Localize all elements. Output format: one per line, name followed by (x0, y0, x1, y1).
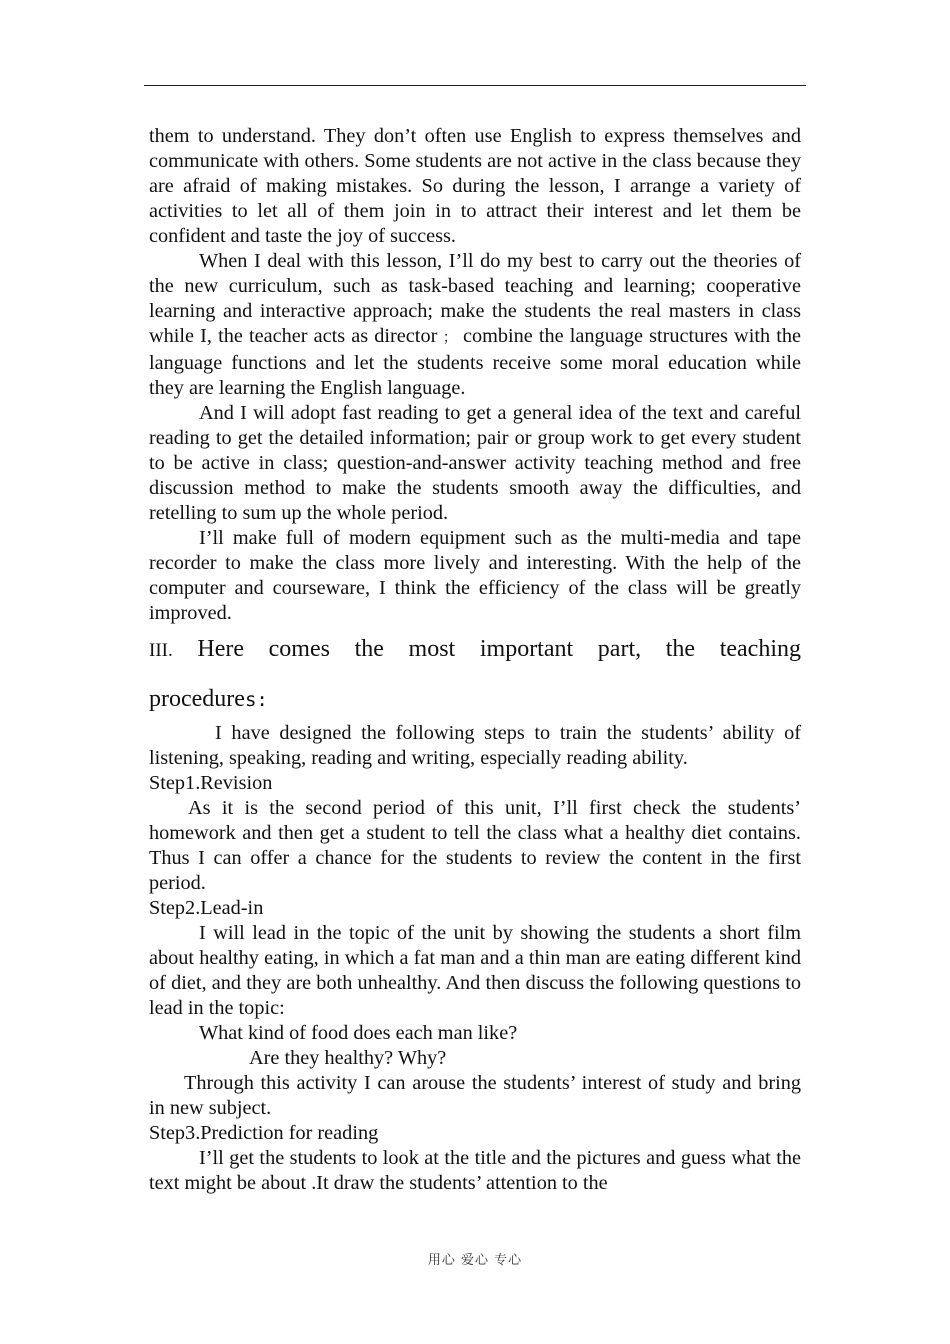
step2-title: Step2.Lead-in (149, 897, 264, 919)
paragraph-reading-methods: And I will adopt fast reading to get a general idea of the text and careful reading to get the detailed information; pair or group work to get every student to be active in class; question-and-answer activity teaching method and free discussion method to make the students smooth away the difficulties, and retelling to sum up the whole period. (149, 402, 801, 524)
paragraph-intro: I have designed the following steps to train the students’ ability of listening, speaking, reading and writing, especially reading ability. (149, 722, 801, 769)
section-heading-line1: Here comes the most important part, the teaching (197, 636, 801, 662)
document-body (149, 124, 801, 1196)
step1-text: As it is the second period of this unit, I’ll first check the students’ homework and then get a student to tell the class what a healthy diet contains. Thus I can offer a chance for the students to review the content in the first period. (149, 797, 801, 894)
section-heading (149, 626, 801, 663)
paragraph-teaching-theories (149, 249, 801, 401)
step2-after: Through this activity I can arouse the students’ interest of study and bring in new subject. (149, 1072, 801, 1119)
section-heading-tail: s: (244, 689, 268, 711)
section-heading-line2 (149, 663, 801, 721)
page-footer: 用心 爱心 专心 (427, 1253, 523, 1268)
step1-title: Step1.Revision (149, 772, 273, 794)
header-rule (144, 85, 806, 86)
step2-text: I will lead in the topic of the unit by showing the students a short film about healthy eating, in which a fat man and a thin man are eating different kind of diet, and they are both unhealthy. And then discuss the following questions to lead in the topic: (149, 922, 801, 1019)
fullwidth-semicolon: ； (437, 330, 457, 346)
paragraph-teaching-theories-part2: combine the language structures with the language functions and let the students receive some moral education while they are learning the English language. (149, 325, 801, 399)
section-heading-word: procedure (149, 686, 245, 712)
step3-text: I’ll get the students to look at the title and the pictures and guess what the text might be about .It draw the students’ attention to the (149, 1147, 801, 1194)
paragraph-continuation: them to understand. They don’t often use English to express themselves and communicate with others. Some students are not active in the class because they are afraid of making mistakes. So during the lesson, I arrange a variety of activities to let all of them join in to attract their interest and let them be confident and taste the joy of success. (149, 125, 801, 247)
step3-title: Step3.Prediction for reading (149, 1122, 379, 1144)
step2-question-1: What kind of food does each man like? (199, 1022, 518, 1044)
paragraph-teaching-theories-part1: When I deal with this lesson, I’ll do my best to carry out the theories of the new curriculum, such as task-based teaching and learning; cooperative learning and interactive approach; make the students the real masters in class while I, the teacher acts as director (149, 250, 801, 347)
paragraph-equipment: I’ll make full of modern equipment such as the multi-media and tape recorder to make the class more lively and interesting. With the help of the computer and courseware, I think the efficiency of the class will be greatly improved. (149, 527, 801, 624)
section-numeral: III. (149, 640, 173, 661)
step2-question-2: Are they healthy? Why? (249, 1047, 447, 1069)
